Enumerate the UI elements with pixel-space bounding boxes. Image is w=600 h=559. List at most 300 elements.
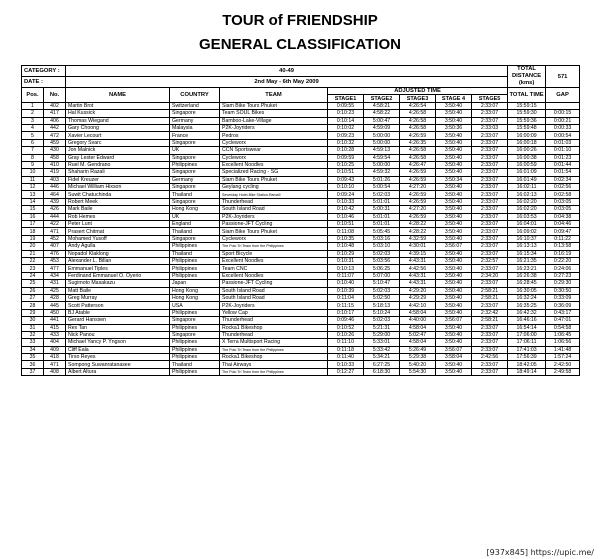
cell-no: 471 bbox=[44, 361, 66, 368]
cell-stage5: 2:33:07 bbox=[472, 228, 508, 235]
cell-stage4: 3:50:40 bbox=[436, 206, 472, 213]
col-country: COUNTRY bbox=[170, 88, 220, 103]
cell-stage1: 0:10:33 bbox=[328, 361, 364, 368]
cell-stage4: 3:50:40 bbox=[436, 257, 472, 264]
cell-pos: 14 bbox=[22, 198, 44, 205]
cell-stage2: 5:29:00 bbox=[364, 331, 400, 338]
cell-gap: 0:01:54 bbox=[546, 169, 580, 176]
cell-stage5: 2:33:07 bbox=[472, 184, 508, 191]
cell-no: 431 bbox=[44, 280, 66, 287]
cell-stage4: 3:58:04 bbox=[436, 354, 472, 361]
col-gap: GAP bbox=[546, 88, 580, 103]
table-row bbox=[22, 346, 580, 353]
cell-total-time: 17:06:11 bbox=[508, 339, 546, 346]
cell-stage2: 5:07:00 bbox=[364, 272, 400, 279]
cell-total-time: 16:02:11 bbox=[508, 184, 546, 191]
cell-gap: 1:41:48 bbox=[546, 346, 580, 353]
cell-stage2: 5:34:21 bbox=[364, 354, 400, 361]
cell-stage3: 4:26:59 bbox=[400, 213, 436, 220]
cell-stage1: 0:10:51 bbox=[328, 221, 364, 228]
cell-team: Thai Airways bbox=[220, 361, 328, 368]
cell-country: Thailand bbox=[170, 361, 220, 368]
cell-gap: 0:13:58 bbox=[546, 243, 580, 250]
cell-team: Passione-JFT Cycling bbox=[220, 221, 328, 228]
cell-name: Fidel Kreuzer bbox=[66, 176, 170, 183]
cell-stage1: 0:10:32 bbox=[328, 139, 364, 146]
cell-total-time: 16:00:18 bbox=[508, 139, 546, 146]
cell-stage2: 5:01:26 bbox=[364, 176, 400, 183]
cell-no: 407 bbox=[44, 243, 66, 250]
cell-stage5: 2:33:07 bbox=[472, 368, 508, 375]
table-row bbox=[22, 154, 580, 161]
cell-stage5: 2:33:07 bbox=[472, 102, 508, 109]
cell-total-time: 16:00:59 bbox=[508, 161, 546, 168]
cell-stage4: 3:56:07 bbox=[436, 346, 472, 353]
cell-pos: 5 bbox=[22, 132, 44, 139]
cell-gap: 0:54:58 bbox=[546, 324, 580, 331]
cell-team: South Island Road bbox=[220, 206, 328, 213]
cell-no: 445 bbox=[44, 302, 66, 309]
cell-stage5: 2:33:07 bbox=[472, 324, 508, 331]
cell-country: Hong Kong bbox=[170, 287, 220, 294]
cell-no: 442 bbox=[44, 124, 66, 131]
cell-stage5: 2:34:20 bbox=[472, 272, 508, 279]
cell-country: UK bbox=[170, 213, 220, 220]
cell-pos: 34 bbox=[22, 346, 44, 353]
cell-stage2: 5:03:10 bbox=[364, 243, 400, 250]
cell-country: Philippines bbox=[170, 309, 220, 316]
table-row bbox=[22, 102, 580, 109]
cell-stage1: 0:10:52 bbox=[328, 324, 364, 331]
cell-pos: 33 bbox=[22, 339, 44, 346]
cell-gap: 0:01:03 bbox=[546, 139, 580, 146]
cell-no: 453 bbox=[44, 257, 66, 264]
cell-pos: 31 bbox=[22, 324, 44, 331]
cell-pos: 28 bbox=[22, 302, 44, 309]
cell-total-time: 16:35:25 bbox=[508, 302, 546, 309]
cell-stage2: 4:59:09 bbox=[364, 124, 400, 131]
cell-pos: 20 bbox=[22, 243, 44, 250]
cell-pos: 35 bbox=[22, 354, 44, 361]
cell-total-time: 16:02:20 bbox=[508, 206, 546, 213]
cell-stage1: 0:10:02 bbox=[328, 124, 364, 131]
cell-pos: 2 bbox=[22, 110, 44, 117]
total-distance-label: TOTAL DISTANCE (kms) bbox=[508, 66, 546, 88]
cell-stage1: 0:10:13 bbox=[328, 265, 364, 272]
cell-stage3: 4:29:29 bbox=[400, 294, 436, 301]
cell-total-time: 16:30:05 bbox=[508, 287, 546, 294]
cell-stage1: 0:11:08 bbox=[328, 228, 364, 235]
cell-no: 433 bbox=[44, 331, 66, 338]
cell-stage5: 2:33:07 bbox=[472, 110, 508, 117]
cell-gap: 0:33:09 bbox=[546, 294, 580, 301]
cell-gap: 0:24:06 bbox=[546, 265, 580, 272]
cell-stage1: 0:09:43 bbox=[328, 176, 364, 183]
table-row bbox=[22, 250, 580, 257]
cell-gap: 0:02:58 bbox=[546, 191, 580, 198]
cell-team: Yellow Cap bbox=[220, 309, 328, 316]
cell-stage4: 3:50:40 bbox=[436, 250, 472, 257]
cell-name: Xavier Lecourt bbox=[66, 132, 170, 139]
cell-total-time: 16:00:38 bbox=[508, 154, 546, 161]
cell-no: 434 bbox=[44, 272, 66, 279]
cell-pos: 9 bbox=[22, 161, 44, 168]
cell-stage4: 3:50:40 bbox=[436, 339, 472, 346]
table-row bbox=[22, 368, 580, 375]
cell-stage4: 3:50:34 bbox=[436, 176, 472, 183]
cell-team: Siam Bike Tours Phuket bbox=[220, 102, 328, 109]
cell-gap: 0:04:38 bbox=[546, 213, 580, 220]
cell-stage1: 0:09:59 bbox=[328, 154, 364, 161]
cell-stage5: 2:58:21 bbox=[472, 317, 508, 324]
cell-stage4: 3:50:40 bbox=[436, 294, 472, 301]
cell-name: Nopadol Klaklong bbox=[66, 250, 170, 257]
cell-team: The Polo Tri Team from the Philippines bbox=[220, 346, 328, 353]
cell-country: Japan bbox=[170, 280, 220, 287]
cell-stage3: 4:26:58 bbox=[400, 147, 436, 154]
cell-country: Thailand bbox=[170, 191, 220, 198]
cell-pos: 23 bbox=[22, 265, 44, 272]
col-stage2: STAGE2 bbox=[364, 95, 400, 102]
cell-total-time: 16:03:53 bbox=[508, 213, 546, 220]
cell-stage2: 5:00:47 bbox=[364, 117, 400, 124]
cell-pos: 17 bbox=[22, 221, 44, 228]
cell-stage3: 4:28:22 bbox=[400, 228, 436, 235]
cell-stage2: 5:21:31 bbox=[364, 324, 400, 331]
cell-stage3: 4:26:59 bbox=[400, 132, 436, 139]
cell-stage1: 0:10:46 bbox=[328, 213, 364, 220]
cell-name: Michael Yancy P. Yngson bbox=[66, 339, 170, 346]
cell-stage2: 4:58:22 bbox=[364, 110, 400, 117]
cell-stage5: 2:33:07 bbox=[472, 117, 508, 124]
cell-stage4: 3:50:40 bbox=[436, 117, 472, 124]
cell-gap: 0:11:22 bbox=[546, 235, 580, 242]
cell-stage4: 3:50:40 bbox=[436, 102, 472, 109]
cell-country: Philippines bbox=[170, 346, 220, 353]
cell-stage3: 4:43:31 bbox=[400, 272, 436, 279]
cell-stage3: 5:29:38 bbox=[400, 354, 436, 361]
cell-name: Mohamed Yusoff bbox=[66, 235, 170, 242]
cell-total-time: 16:26:38 bbox=[508, 272, 546, 279]
cell-team: Geylang cycling bbox=[220, 184, 328, 191]
table-row bbox=[22, 161, 580, 168]
cell-team: Excellent Noodles bbox=[220, 272, 328, 279]
cell-team: The Polo Tri Team from the Philippines bbox=[220, 243, 328, 250]
cell-stage1: 0:11:10 bbox=[328, 339, 364, 346]
cell-stage2: 5:10:47 bbox=[364, 280, 400, 287]
cell-no: 418 bbox=[44, 354, 66, 361]
table-row bbox=[22, 294, 580, 301]
cell-pos: 11 bbox=[22, 176, 44, 183]
cell-stage5: 2:33:07 bbox=[472, 339, 508, 346]
cell-no: 477 bbox=[44, 265, 66, 272]
cell-total-time: 15:59:30 bbox=[508, 110, 546, 117]
category-label: CATEGORY : bbox=[22, 66, 66, 77]
cell-stage1: 0:10:42 bbox=[328, 206, 364, 213]
cell-stage5: 2:33:07 bbox=[472, 198, 508, 205]
table-row bbox=[22, 147, 580, 154]
cell-total-time: 18:49:14 bbox=[508, 368, 546, 375]
cell-team: Team CNC bbox=[220, 265, 328, 272]
cell-team: Siam Bike Tours Phuket bbox=[220, 176, 328, 183]
cell-name: Suwit Chatuchinda bbox=[66, 191, 170, 198]
cell-pos: 18 bbox=[22, 228, 44, 235]
cell-stage2: 5:02:50 bbox=[364, 294, 400, 301]
col-stage5: STAGE5 bbox=[472, 95, 508, 102]
cell-team: Excellent Noodles bbox=[220, 257, 328, 264]
cell-team: South Island Road bbox=[220, 294, 328, 301]
cell-stage2: 6:27:25 bbox=[364, 361, 400, 368]
cell-stage4: 3:50:40 bbox=[436, 272, 472, 279]
cell-stage4: 3:50:40 bbox=[436, 191, 472, 198]
table-row bbox=[22, 169, 580, 176]
cell-total-time: 16:46:16 bbox=[508, 317, 546, 324]
cell-gap: 0:01:10 bbox=[546, 147, 580, 154]
cell-stage5: 2:33:07 bbox=[472, 280, 508, 287]
cell-total-time: 15:59:48 bbox=[508, 124, 546, 131]
cell-name: BJ Atable bbox=[66, 309, 170, 316]
cell-name: Thomas Wiegand bbox=[66, 117, 170, 124]
cell-no: 426 bbox=[44, 206, 66, 213]
cell-gap: 0:09:47 bbox=[546, 228, 580, 235]
cell-no: 459 bbox=[44, 139, 66, 146]
cell-no: 417 bbox=[44, 110, 66, 117]
cell-stage4: 3:56:07 bbox=[436, 317, 472, 324]
cell-team: Pedros bbox=[220, 132, 328, 139]
cell-stage5: 2:33:07 bbox=[472, 191, 508, 198]
table-row bbox=[22, 213, 580, 220]
cell-gap: 0:01:44 bbox=[546, 161, 580, 168]
cell-total-time: 16:02:13 bbox=[508, 191, 546, 198]
cell-gap: 2:49:58 bbox=[546, 368, 580, 375]
cell-total-time: 17:06:00 bbox=[508, 331, 546, 338]
cell-no: 410 bbox=[44, 161, 66, 168]
cell-country: England bbox=[170, 221, 220, 228]
cell-country: Singapore bbox=[170, 139, 220, 146]
table-row bbox=[22, 206, 580, 213]
cell-pos: 19 bbox=[22, 235, 44, 242]
cell-stage3: 4:32:59 bbox=[400, 235, 436, 242]
cell-country: Singapore bbox=[170, 235, 220, 242]
cell-stage1: 0:09:24 bbox=[328, 191, 364, 198]
cell-stage3: 4:27:20 bbox=[400, 206, 436, 213]
cell-stage5: 2:33:07 bbox=[472, 161, 508, 168]
cell-stage2: 5:33:42 bbox=[364, 346, 400, 353]
cell-name: Ferdinand Emmanuel O. Oyerio bbox=[66, 272, 170, 279]
cell-gap: 0:43:17 bbox=[546, 309, 580, 316]
cell-stage2: 5:06:25 bbox=[364, 265, 400, 272]
cell-stage4: 3:50:40 bbox=[436, 324, 472, 331]
cell-team: Sevenday Hotel-Bike Station-Rama9 bbox=[220, 191, 328, 198]
cell-team: Team SOUL Bikes bbox=[220, 110, 328, 117]
cell-gap: 2:42:50 bbox=[546, 361, 580, 368]
cell-stage3: 4:26:58 bbox=[400, 154, 436, 161]
table-row bbox=[22, 117, 580, 124]
cell-stage1: 0:10:29 bbox=[328, 250, 364, 257]
cell-stage3: 5:54:30 bbox=[400, 368, 436, 375]
cell-stage2: 5:00:31 bbox=[364, 206, 400, 213]
cell-stage5: 2:32:42 bbox=[472, 309, 508, 316]
cell-total-time: 16:21:35 bbox=[508, 257, 546, 264]
cell-stage1: 0:10:14 bbox=[328, 117, 364, 124]
cell-country: Singapore bbox=[170, 331, 220, 338]
cell-stage2: 4:58:21 bbox=[364, 102, 400, 109]
cell-stage5: 2:33:07 bbox=[472, 147, 508, 154]
col-stage4: STAGE 4 bbox=[436, 95, 472, 102]
cell-team: X Terra Multisport Racing bbox=[220, 339, 328, 346]
cell-name: Martin Brot bbox=[66, 102, 170, 109]
cell-team: P2K-Joyriders bbox=[220, 124, 328, 131]
cell-gap: 0:02:34 bbox=[546, 176, 580, 183]
cell-name: Emmanuel Tiples bbox=[66, 265, 170, 272]
cell-name: Peter Lunt bbox=[66, 221, 170, 228]
cell-country: Singapore bbox=[170, 317, 220, 324]
cell-pos: 27 bbox=[22, 294, 44, 301]
watermark: [937x845] https://upic.me/ bbox=[486, 548, 594, 557]
cell-no: 419 bbox=[44, 169, 66, 176]
cell-team: P2K-Joyriders bbox=[220, 213, 328, 220]
cell-stage2: 5:00:00 bbox=[364, 139, 400, 146]
cell-stage1: 0:09:55 bbox=[328, 102, 364, 109]
cell-stage1: 0:11:18 bbox=[328, 346, 364, 353]
cell-team: P2K-Joyriders bbox=[220, 302, 328, 309]
cell-name: Alexander L. Billan bbox=[66, 257, 170, 264]
cell-total-time: 16:42:32 bbox=[508, 309, 546, 316]
cell-stage5: 2:33:07 bbox=[472, 176, 508, 183]
cell-pos: 36 bbox=[22, 361, 44, 368]
col-name: NAME bbox=[66, 88, 170, 103]
col-stage3: STAGE3 bbox=[400, 95, 436, 102]
cell-name: Hal Kussick bbox=[66, 110, 170, 117]
table-row bbox=[22, 139, 580, 146]
table-row bbox=[22, 184, 580, 191]
cell-name: Prasert Chitmat bbox=[66, 228, 170, 235]
cell-stage5: 2:33:07 bbox=[472, 206, 508, 213]
cell-stage5: 2:33:07 bbox=[472, 346, 508, 353]
cell-team: Rocka1 Bikeshop bbox=[220, 324, 328, 331]
cell-gap bbox=[546, 102, 580, 109]
report-subtitle: GENERAL CLASSIFICATION bbox=[199, 36, 401, 53]
cell-stage2: 5:00:00 bbox=[364, 161, 400, 168]
cell-stage1: 0:10:51 bbox=[328, 169, 364, 176]
cell-stage3: 4:42:56 bbox=[400, 265, 436, 272]
cell-stage4: 3:50:40 bbox=[436, 213, 472, 220]
cell-stage1: 0:10:28 bbox=[328, 147, 364, 154]
cell-team: Bamboo-Lake-Village bbox=[220, 117, 328, 124]
cell-stage2: 4:59:13 bbox=[364, 147, 400, 154]
cell-name: Robert Meek bbox=[66, 198, 170, 205]
table-row bbox=[22, 132, 580, 139]
table-row bbox=[22, 221, 580, 228]
cell-country: Philippines bbox=[170, 324, 220, 331]
cell-pos: 22 bbox=[22, 257, 44, 264]
cell-pos: 3 bbox=[22, 117, 44, 124]
cell-pos: 21 bbox=[22, 250, 44, 257]
cell-gap: 0:04:46 bbox=[546, 221, 580, 228]
cell-no: 464 bbox=[44, 191, 66, 198]
cell-total-time: 16:09:02 bbox=[508, 228, 546, 235]
cell-name: Jon Malnick bbox=[66, 147, 170, 154]
cell-total-time: 15:59:15 bbox=[508, 102, 546, 109]
cell-stage4: 3:50:36 bbox=[436, 124, 472, 131]
cell-pos: 4 bbox=[22, 124, 44, 131]
cell-stage2: 5:02:03 bbox=[364, 287, 400, 294]
cell-stage1: 0:10:17 bbox=[328, 309, 364, 316]
table-row bbox=[22, 257, 580, 264]
cell-country: France bbox=[170, 132, 220, 139]
cell-pos: 10 bbox=[22, 169, 44, 176]
cell-no: 415 bbox=[44, 324, 66, 331]
cell-no: 403 bbox=[44, 176, 66, 183]
cell-stage2: 5:10:24 bbox=[364, 309, 400, 316]
cell-gap: 1:06:45 bbox=[546, 331, 580, 338]
cell-stage2: 5:01:01 bbox=[364, 198, 400, 205]
cell-name: Sompong Suwanratanasee bbox=[66, 361, 170, 368]
cell-name: Albert Altura bbox=[66, 368, 170, 375]
cell-country: Malaysia bbox=[170, 124, 220, 131]
cell-name: Gerard Hanssen bbox=[66, 317, 170, 324]
cell-stage2: 5:03:16 bbox=[364, 235, 400, 242]
cell-stage2: 4:59:54 bbox=[364, 154, 400, 161]
cell-stage4: 3:50:40 bbox=[436, 161, 472, 168]
cell-gap: 0:00:21 bbox=[546, 117, 580, 124]
cell-stage5: 2:33:07 bbox=[472, 213, 508, 220]
cell-no: 430 bbox=[44, 147, 66, 154]
cell-stage4: 3:50:40 bbox=[436, 147, 472, 154]
cell-stage2: 5:05:45 bbox=[364, 228, 400, 235]
cell-total-time: 15:59:36 bbox=[508, 117, 546, 124]
cell-gap: 0:16:19 bbox=[546, 250, 580, 257]
cell-stage5: 2:58:21 bbox=[472, 287, 508, 294]
cell-team: Rocka1 Bikeshop bbox=[220, 354, 328, 361]
classification-table bbox=[21, 65, 580, 376]
cell-team: Thunderhead bbox=[220, 198, 328, 205]
cell-pos: 25 bbox=[22, 280, 44, 287]
cell-no: 439 bbox=[44, 198, 66, 205]
cell-stage4: 3:50:40 bbox=[436, 221, 472, 228]
cell-stage1: 0:10:26 bbox=[328, 331, 364, 338]
table-row bbox=[22, 324, 580, 331]
cell-total-time: 16:15:34 bbox=[508, 250, 546, 257]
cell-stage3: 4:43:31 bbox=[400, 280, 436, 287]
cell-stage5: 2:33:07 bbox=[472, 154, 508, 161]
cell-stage2: 5:00:00 bbox=[364, 132, 400, 139]
cell-stage3: 4:30:01 bbox=[400, 243, 436, 250]
cell-gap: 0:36:09 bbox=[546, 302, 580, 309]
cell-stage4: 3:50:40 bbox=[436, 368, 472, 375]
cell-name: Rob Hemes bbox=[66, 213, 170, 220]
cell-stage1: 0:10:23 bbox=[328, 110, 364, 117]
cell-stage5: 2:33:03 bbox=[472, 124, 508, 131]
cell-stage3: 5:02:47 bbox=[400, 331, 436, 338]
cell-country: Philippines bbox=[170, 339, 220, 346]
cell-gap: 0:30:50 bbox=[546, 287, 580, 294]
cell-no: 476 bbox=[44, 250, 66, 257]
cell-pos: 37 bbox=[22, 368, 44, 375]
cell-stage4: 3:50:40 bbox=[436, 302, 472, 309]
cell-no: 441 bbox=[44, 317, 66, 324]
cell-stage4: 3:50:40 bbox=[436, 331, 472, 338]
cell-stage2: 5:00:54 bbox=[364, 184, 400, 191]
table-row bbox=[22, 302, 580, 309]
table-row bbox=[22, 354, 580, 361]
cell-gap: 0:01:23 bbox=[546, 154, 580, 161]
cell-no: 402 bbox=[44, 102, 66, 109]
cell-team: Thunderhead bbox=[220, 317, 328, 324]
cell-stage2: 5:02:03 bbox=[364, 191, 400, 198]
cell-country: Singapore bbox=[170, 169, 220, 176]
cell-country: Germany bbox=[170, 117, 220, 124]
